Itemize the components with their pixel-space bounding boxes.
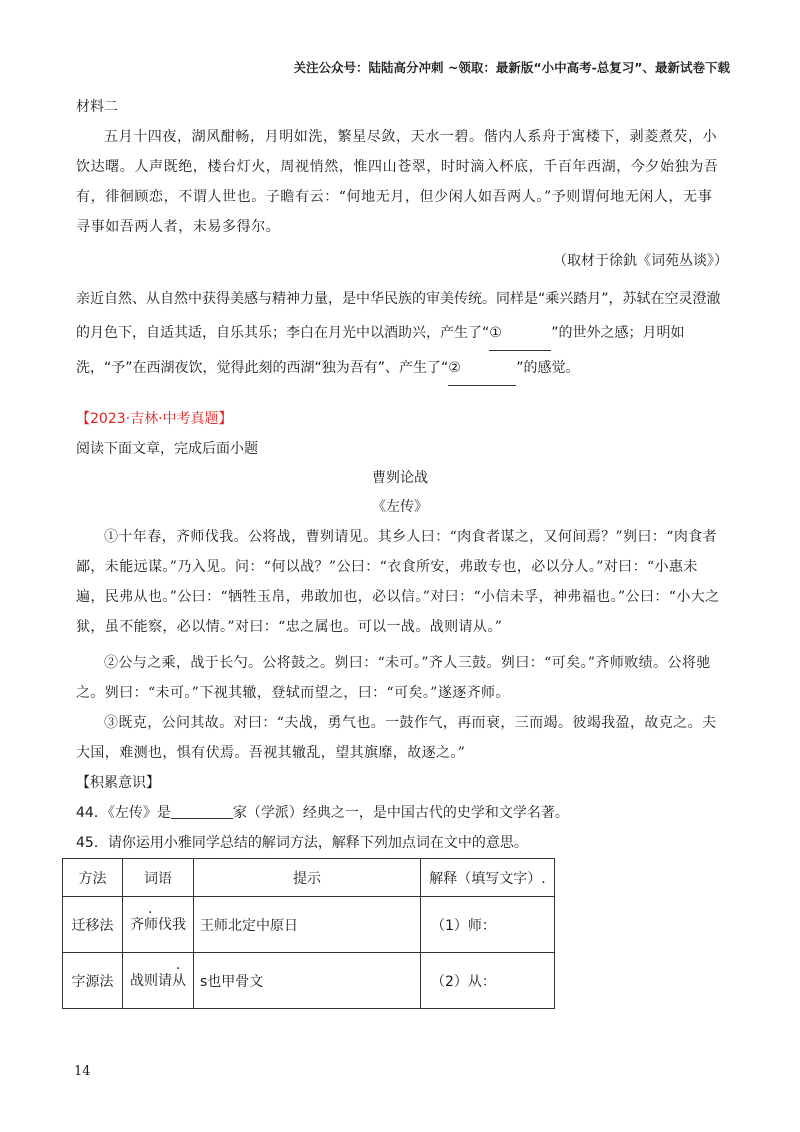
question-45: 45．请你运用小雅同学总结的解词方法，解释下列加点词在文中的意思。 <box>76 835 528 851</box>
question-text-1: 亲近自然、从自然中获得美感与精神力量，是中华民族的审美传统。同样是“乘兴踏月”，苏轼在空灵澄澈的月色下，自适其适，自乐其乐；李白在月光中以酒助兴，产生了“ <box>76 291 721 341</box>
blank-2[interactable]: ② <box>448 351 516 386</box>
header-word: 词语 <box>123 859 194 897</box>
article-paragraph-2: ②公与之乘，战于长勺。公将鼓之。刿曰：“未可。”齐人三鼓。刿曰：“可矣。”齐师败绩。公将驰之。刿曰：“未可。”下视其辙，登轼而望之，曰：“可矣。”遂逐齐师。 <box>76 655 711 701</box>
row-1-method: 迁移法 <box>63 897 123 953</box>
question-44-number: 44． <box>76 805 108 821</box>
row-1-word-pre: 齐 <box>130 916 144 933</box>
article-author: 《左传》 <box>372 499 428 515</box>
row-1-word <box>123 897 194 953</box>
material-paragraph: 五月十四夜，湖风酣畅，月明如洗，繁星尽敛，天水一碧。偕内人系舟于寓楼下，剥菱煮芡，小饮达曙。人声既绝，楼台灯火，周视悄然，惟四山苍翠，时时滴入杯底，千百年西湖，今夕始独为吾有，徘徊顾恋，不谓人世也。子瞻有云：“何地无月，但少闲人如吾两人。”予则谓何地无闲人，无事寻事如吾两人者，未易多得尔。 <box>76 129 719 235</box>
blank-44[interactable] <box>171 800 233 819</box>
question-44 <box>76 798 726 828</box>
row-2-hint: s也甲骨文 <box>194 953 421 1009</box>
header-answer: 解释（填写文字）. <box>421 859 555 897</box>
sub-heading: 【积累意识】 <box>76 775 160 791</box>
table-header-row <box>63 859 555 897</box>
question-44-post: 家（学派）经典之一，是中国古代的史学和文学名著。 <box>232 805 569 821</box>
row-2-word-pre: 战则请 <box>130 972 172 989</box>
material-source: （取材于徐釚《词苑丛谈》） <box>553 253 728 269</box>
page-number: 14 <box>74 1064 91 1079</box>
blank-1[interactable]: ① <box>489 316 551 351</box>
method-table <box>62 858 555 1009</box>
reading-instruction: 阅读下面文章，完成后面小题 <box>76 441 258 457</box>
question-text-3: ”的感觉。 <box>516 360 580 376</box>
header-method: 方法 <box>63 859 123 897</box>
material-title: 材料二 <box>76 99 118 115</box>
row-1-word-dotted: 师 <box>144 916 158 933</box>
row-2-word <box>123 953 194 1009</box>
question-text-2: ”的世外之感；月明如洗，“予”在西湖夜饮，觉得此刻的西湖“独为吾有”、产生了“ <box>76 325 685 376</box>
table-row <box>63 953 555 1009</box>
exam-source-tag: 【2023·吉林·中考真题】 <box>76 411 233 427</box>
row-2-method: 字源法 <box>63 953 123 1009</box>
row-2-answer[interactable]: （2）从： <box>421 953 555 1009</box>
question-paragraph <box>76 282 726 386</box>
row-1-word-post: 伐我 <box>158 916 186 933</box>
article-paragraph-1: ①十年春，齐师伐我。公将战，曹刿请见。其乡人曰：“肉食者谋之，又何间焉？”刿曰：“肉食者鄙，未能远谋。”乃入见。问：“何以战？”公曰：“衣食所安，弗敢专也，必以分人。”对曰：“小惠未遍，民弗从也。”公曰：“牺牲玉帛，弗敢加也，必以信。”对曰：“小信未孚，神弗福也。”公曰：“小大之狱，虽不能察，必以情。”对曰：“忠之属也。可以一战。战则请从。” <box>76 529 720 635</box>
row-1-answer[interactable]: （1）师： <box>421 897 555 953</box>
question-44-pre: 《左传》是 <box>107 805 171 821</box>
row-1-hint: 王师北定中原日 <box>194 897 421 953</box>
article-title: 曹刿论战 <box>372 470 428 486</box>
row-2-word-dotted: 从 <box>172 972 186 989</box>
article-paragraph-3: ③既克，公问其故。对曰：“夫战，勇气也。一鼓作气，再而衰，三而竭。彼竭我盈，故克之。夫大国，难测也，惧有伏焉。吾视其辙乱，望其旗靡，故逐之。” <box>76 715 717 761</box>
header-hint: 提示 <box>194 859 421 897</box>
page-header: 关注公众号：陆陆高分冲刺 ~领取：最新版“小中高考-总复习”、最新试卷下载 <box>293 60 730 75</box>
table-row <box>63 897 555 953</box>
